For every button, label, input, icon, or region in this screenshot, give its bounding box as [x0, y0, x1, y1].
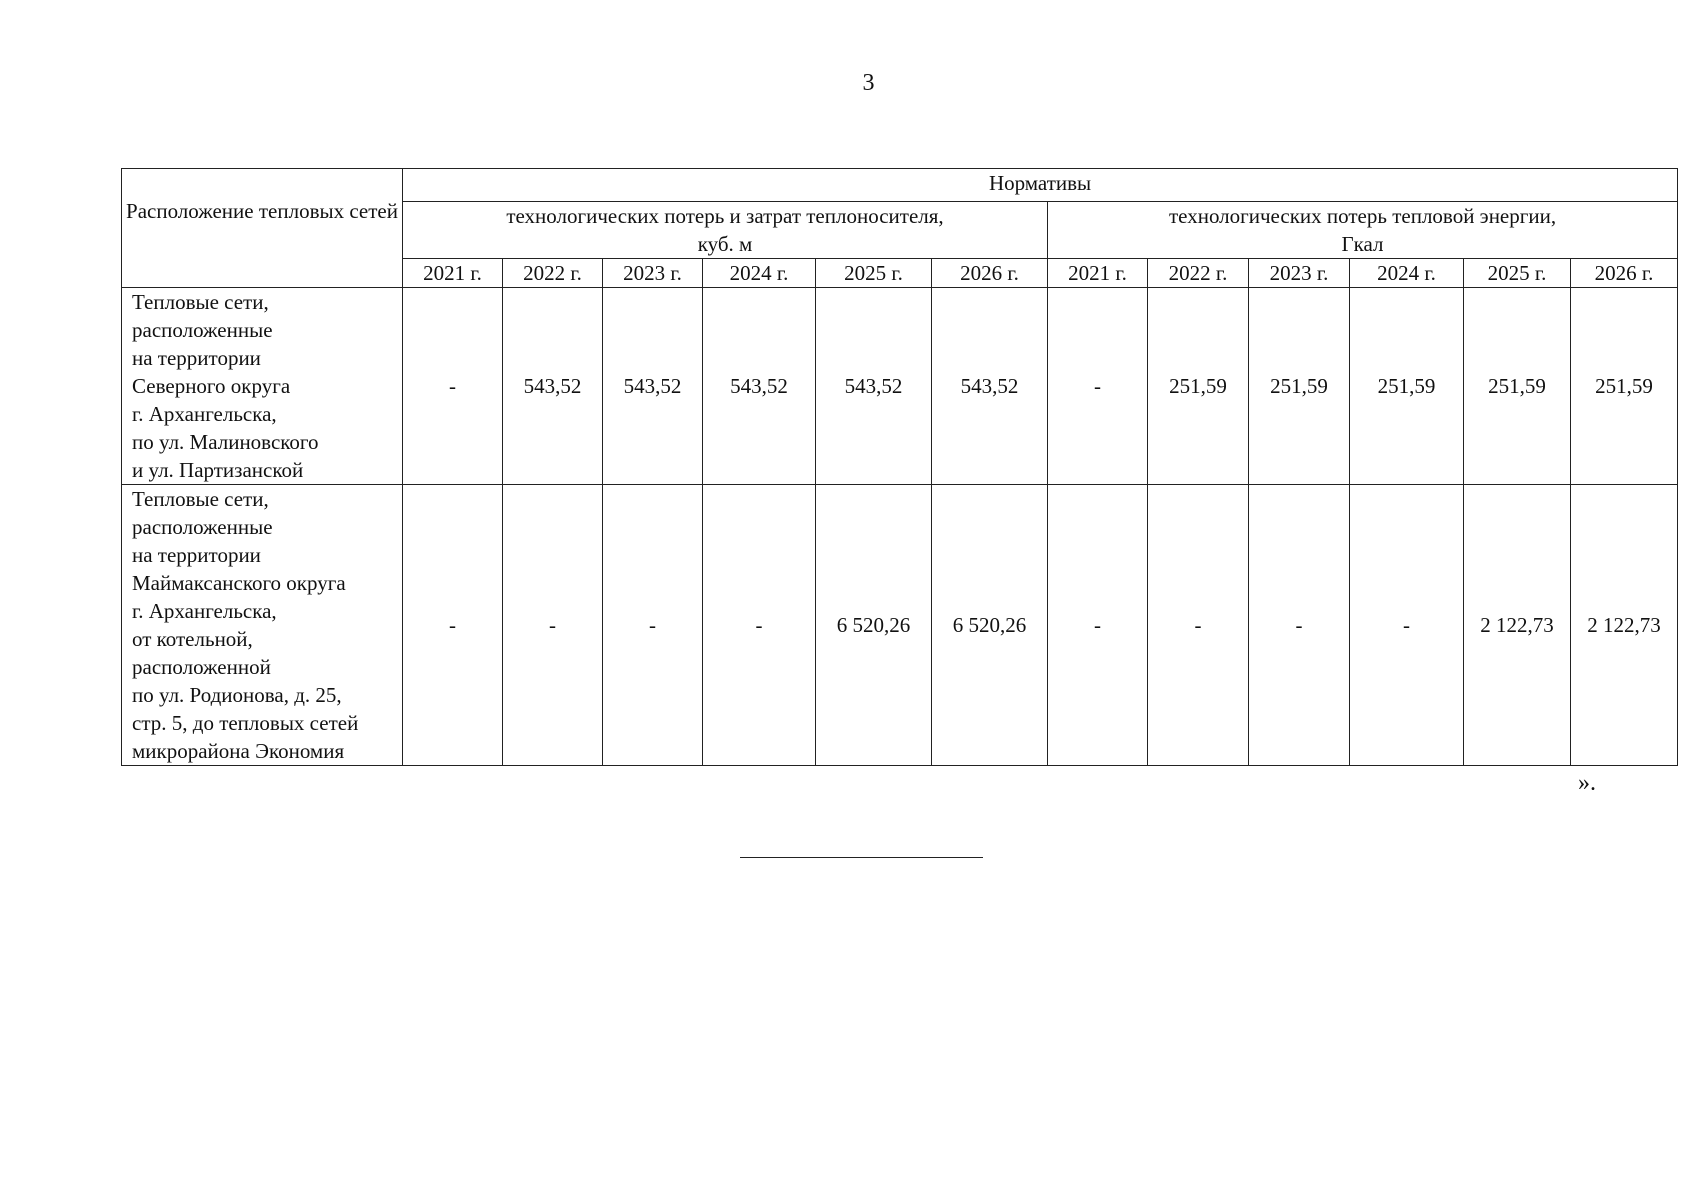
year-header-coolant: 2024 г.	[703, 259, 816, 288]
location-line: на территории	[132, 346, 261, 370]
table-row	[122, 485, 1678, 766]
location-line: Маймаксанского округа	[132, 571, 346, 595]
coolant-value-cell: -	[403, 485, 503, 766]
year-header-heat: 2022 г.	[1148, 259, 1249, 288]
closing-quote: ».	[1578, 770, 1596, 796]
header-group-heat-label: технологических потерь тепловой энергии,	[1168, 204, 1557, 228]
year-header-heat: 2021 г.	[1048, 259, 1148, 288]
location-line: г. Архангельска,	[132, 402, 277, 426]
heat-value-cell: 251,59	[1464, 288, 1571, 485]
coolant-value-cell: -	[703, 485, 816, 766]
location-line: по ул. Малиновского	[132, 430, 319, 454]
header-group-heat-unit: Гкал	[1341, 232, 1384, 256]
location-line: на территории	[132, 543, 261, 567]
table-row	[122, 288, 1678, 485]
year-header-heat: 2026 г.	[1571, 259, 1678, 288]
location-line: микрорайона Экономия	[132, 739, 345, 763]
norms-table	[121, 168, 1678, 766]
location-line: от котельной,	[132, 627, 253, 651]
location-line: стр. 5, до тепловых сетей	[132, 711, 359, 735]
coolant-value-cell: 6 520,26	[932, 485, 1048, 766]
header-group-coolant-label: технологических потерь и затрат теплоносителя,	[506, 204, 944, 228]
year-header-heat: 2023 г.	[1249, 259, 1350, 288]
year-header-coolant: 2026 г.	[932, 259, 1048, 288]
year-header-coolant: 2023 г.	[603, 259, 703, 288]
location-line: и ул. Партизанской	[132, 458, 304, 482]
header-location: Расположение тепловых сетей	[122, 169, 403, 288]
year-header-heat: 2024 г.	[1350, 259, 1464, 288]
heat-value-cell: 2 122,73	[1464, 485, 1571, 766]
heat-value-cell: 251,59	[1249, 288, 1350, 485]
heat-value-cell: -	[1350, 485, 1464, 766]
location-line: г. Архангельска,	[132, 599, 277, 623]
heat-value-cell: -	[1048, 485, 1148, 766]
location-cell	[122, 485, 403, 766]
coolant-value-cell: 6 520,26	[816, 485, 932, 766]
year-header-coolant: 2022 г.	[503, 259, 603, 288]
page-number: 3	[862, 70, 875, 96]
year-header-heat: 2025 г.	[1464, 259, 1571, 288]
coolant-value-cell: -	[603, 485, 703, 766]
location-line: Северного округа	[132, 374, 291, 398]
location-line: Тепловые сети,	[132, 487, 269, 511]
header-group-coolant-unit: куб. м	[697, 232, 753, 256]
coolant-value-cell: -	[403, 288, 503, 485]
location-line: расположенной	[132, 655, 271, 679]
heat-value-cell: 251,59	[1350, 288, 1464, 485]
coolant-value-cell: 543,52	[816, 288, 932, 485]
coolant-value-cell: 543,52	[703, 288, 816, 485]
header-group-coolant	[403, 202, 1048, 259]
year-header-coolant: 2025 г.	[816, 259, 932, 288]
end-divider	[740, 857, 983, 858]
location-line: расположенные	[132, 515, 273, 539]
heat-value-cell: -	[1148, 485, 1249, 766]
header-row-norms	[122, 169, 1678, 202]
heat-value-cell: -	[1048, 288, 1148, 485]
header-norms: Нормативы	[403, 169, 1678, 202]
coolant-value-cell: 543,52	[503, 288, 603, 485]
heat-value-cell: 251,59	[1571, 288, 1678, 485]
location-line: Тепловые сети,	[132, 290, 269, 314]
heat-value-cell: 251,59	[1148, 288, 1249, 485]
heat-value-cell: 2 122,73	[1571, 485, 1678, 766]
header-group-heat	[1048, 202, 1678, 259]
coolant-value-cell: 543,52	[932, 288, 1048, 485]
location-line: по ул. Родионова, д. 25,	[132, 683, 342, 707]
location-cell	[122, 288, 403, 485]
coolant-value-cell: 543,52	[603, 288, 703, 485]
year-header-coolant: 2021 г.	[403, 259, 503, 288]
coolant-value-cell: -	[503, 485, 603, 766]
location-line: расположенные	[132, 318, 273, 342]
heat-value-cell: -	[1249, 485, 1350, 766]
